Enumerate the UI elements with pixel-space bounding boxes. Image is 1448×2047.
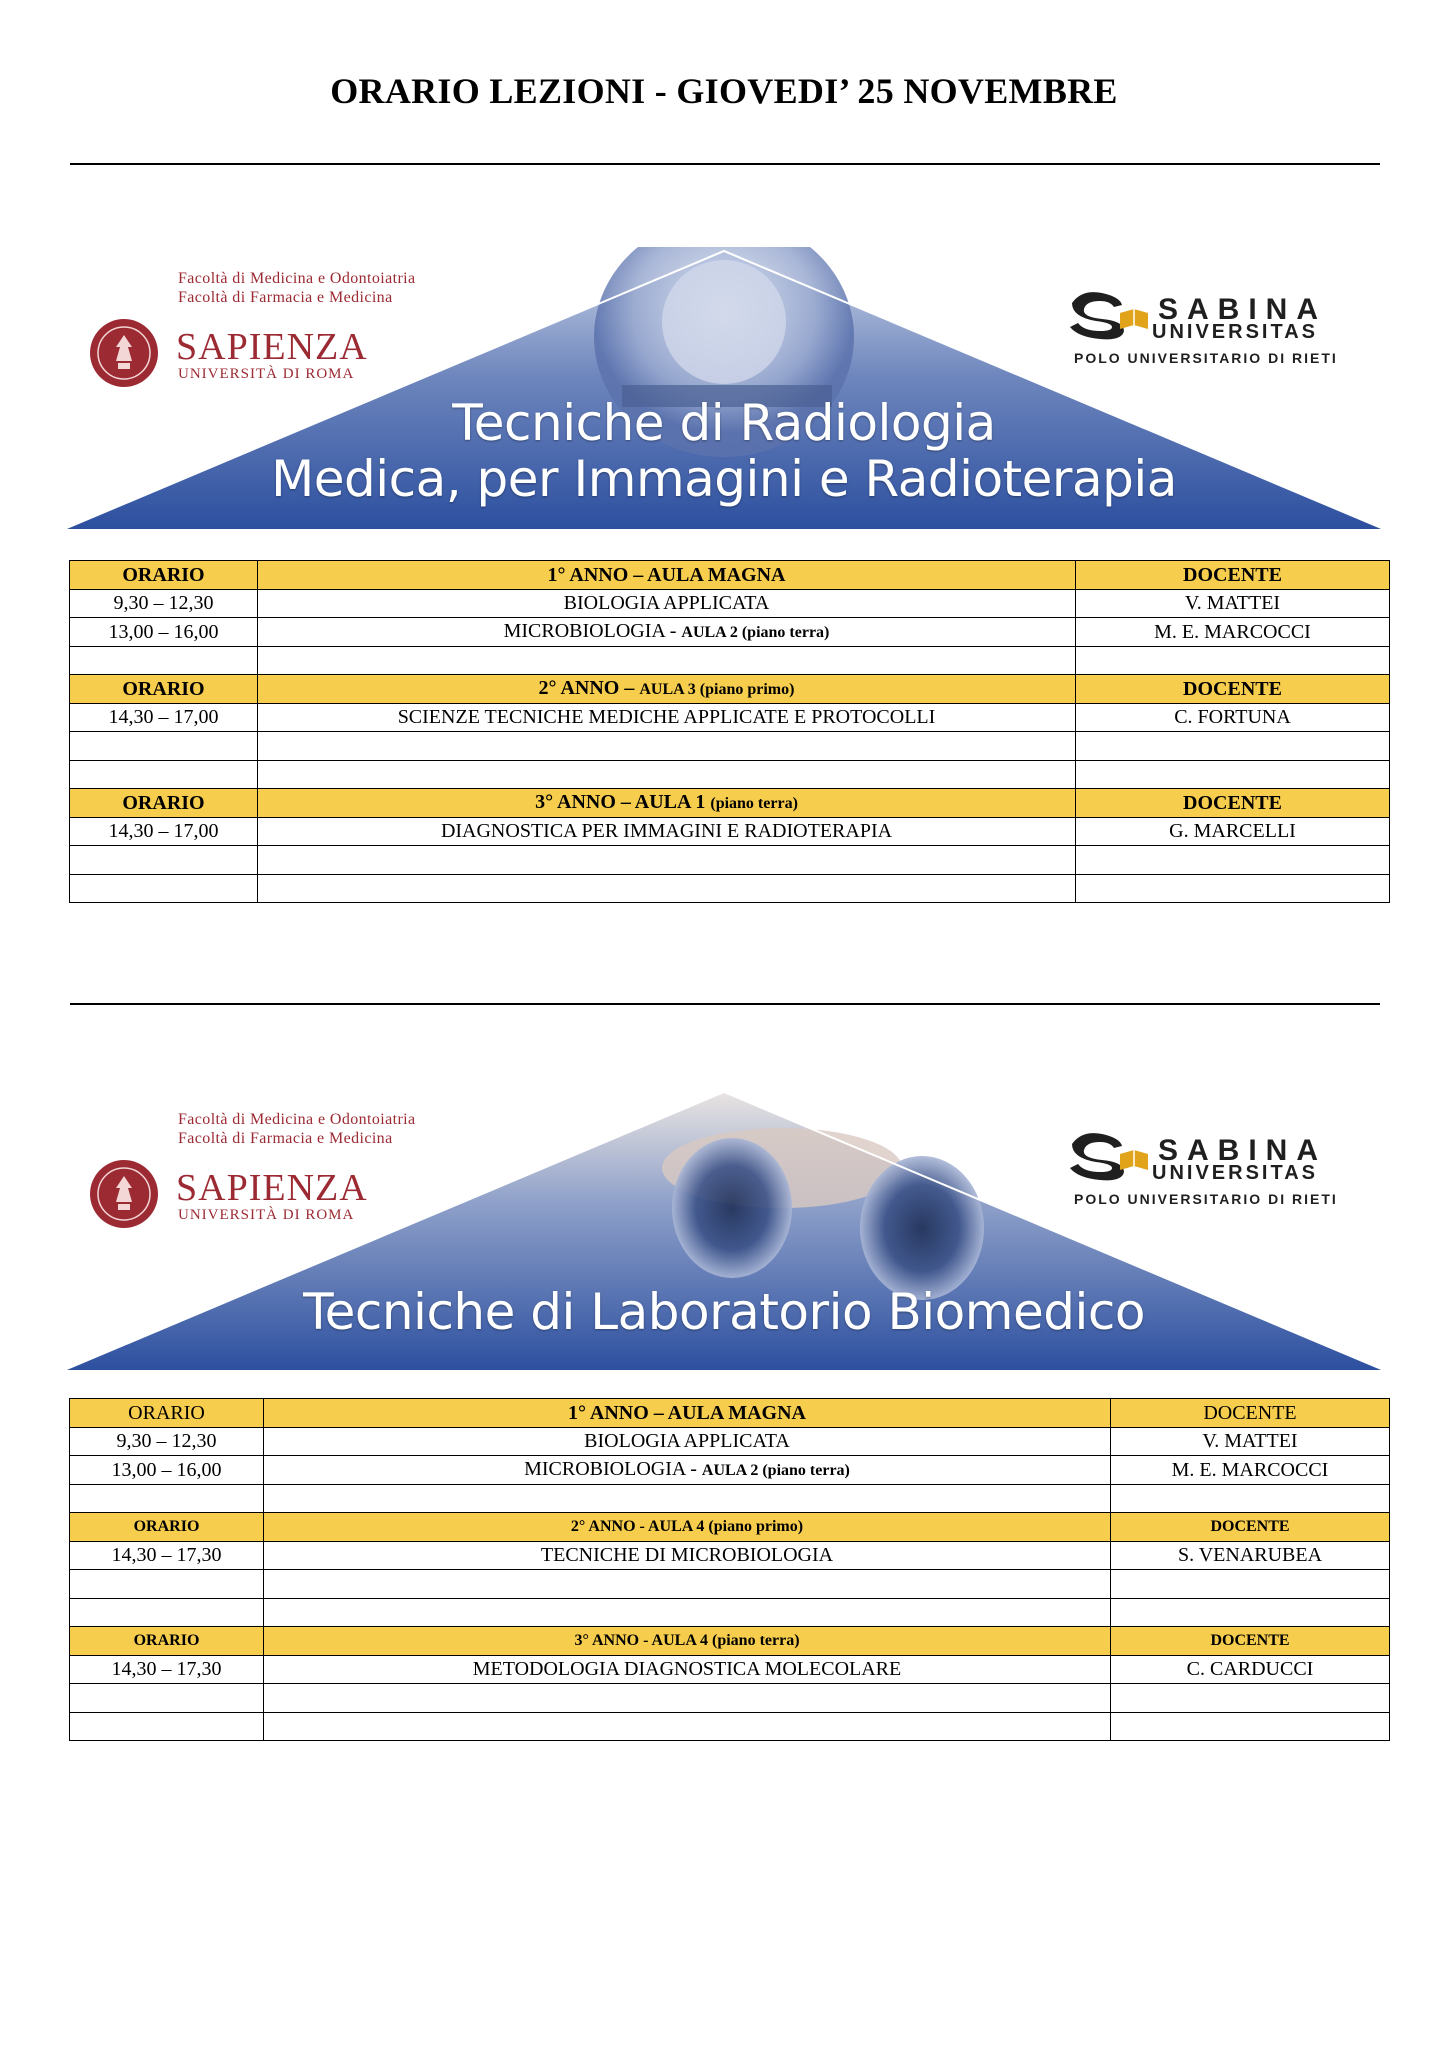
cell-materia: METODOLOGIA DIAGNOSTICA MOLECOLARE — [264, 1655, 1111, 1684]
sapienza-name: SAPIENZA — [176, 326, 368, 368]
cell-docente: S. VENARUBEA — [1111, 1541, 1390, 1570]
faculty-line-2: Facoltà di Farmacia e Medicina — [178, 1130, 393, 1147]
cell-orario: 14,30 – 17,30 — [70, 1541, 264, 1570]
aula-note: AULA 3 (piano primo) — [639, 680, 795, 698]
banner-laboratorio — [62, 1088, 1386, 1371]
course-title-line-1: Tecniche di Radiologia — [452, 394, 996, 452]
cell-docente: M. E. MARCOCCI — [1111, 1456, 1390, 1485]
header-docente: DOCENTE — [1076, 789, 1390, 818]
header-orario: ORARIO — [70, 1513, 264, 1542]
header-orario: ORARIO — [70, 561, 258, 590]
table-header-row — [70, 1627, 1390, 1656]
sabina-polo: POLO UNIVERSITARIO DI RIETI — [1074, 1191, 1338, 1207]
table-row-empty — [70, 732, 1390, 761]
table-header-row — [70, 789, 1390, 818]
sabina-name: SABINA — [1158, 1134, 1328, 1167]
table-header-row — [70, 1513, 1390, 1542]
schedule-table-radiologia — [69, 560, 1390, 903]
cell-materia: BIOLOGIA APPLICATA — [258, 589, 1076, 618]
table-header-row — [70, 1399, 1390, 1428]
table-row-empty — [70, 1684, 1390, 1713]
faculty-line-1: Facoltà di Medicina e Odontoiatria — [178, 270, 416, 287]
sapienza-name: SAPIENZA — [176, 1167, 368, 1209]
sapienza-subtitle: UNIVERSITÀ DI ROMA — [178, 366, 355, 382]
table-row-empty — [70, 646, 1390, 675]
table-header-row — [70, 561, 1390, 590]
cell-docente: V. MATTEI — [1111, 1427, 1390, 1456]
table-row — [70, 703, 1390, 732]
table-row — [70, 817, 1390, 846]
table-row-empty — [70, 1484, 1390, 1513]
header-anno: 1° ANNO – AULA MAGNA — [258, 561, 1076, 590]
header-orario: ORARIO — [70, 1627, 264, 1656]
cell-materia: BIOLOGIA APPLICATA — [264, 1427, 1111, 1456]
cell-orario: 14,30 – 17,00 — [70, 817, 258, 846]
sabina-universitas: UNIVERSITAS — [1152, 321, 1318, 343]
divider-top — [70, 163, 1380, 165]
header-docente: DOCENTE — [1076, 561, 1390, 590]
aula-note: AULA 2 (piano terra) — [681, 623, 830, 641]
header-anno: 2° ANNO – AULA 3 (piano primo) — [258, 675, 1076, 704]
faculty-line-1: Facoltà di Medicina e Odontoiatria — [178, 1111, 416, 1128]
header-docente: DOCENTE — [1111, 1513, 1390, 1542]
sabina-logo-icon — [1062, 283, 1162, 343]
page-title: ORARIO LEZIONI - GIOVEDI’ 25 NOVEMBRE — [330, 71, 1118, 111]
cell-orario: 13,00 – 16,00 — [70, 1456, 264, 1485]
course-title-line-2: Medica, per Immagini e Radioterapia — [271, 450, 1177, 508]
table-row — [70, 1456, 1390, 1485]
header-orario: ORARIO — [70, 675, 258, 704]
header-anno: 3° ANNO - AULA 4 (piano terra) — [264, 1627, 1111, 1656]
cell-orario: 14,30 – 17,30 — [70, 1655, 264, 1684]
table-row — [70, 589, 1390, 618]
cell-orario: 14,30 – 17,00 — [70, 703, 258, 732]
sapienza-seal-icon — [88, 1158, 160, 1230]
aula-note: AULA 2 (piano terra) — [701, 1461, 850, 1479]
cell-docente: G. MARCELLI — [1076, 817, 1390, 846]
header-docente: DOCENTE — [1111, 1627, 1390, 1656]
sabina-universitas: UNIVERSITAS — [1152, 1162, 1318, 1184]
header-orario: ORARIO — [70, 1399, 264, 1428]
table-row-empty — [70, 874, 1390, 903]
table-row-empty — [70, 1712, 1390, 1741]
header-docente: DOCENTE — [1076, 675, 1390, 704]
cell-docente: M. E. MARCOCCI — [1076, 618, 1390, 647]
cell-materia: MICROBIOLOGIA - AULA 2 (piano terra) — [258, 618, 1076, 647]
banner-radiologia — [62, 247, 1386, 530]
sabina-logo-icon — [1062, 1124, 1162, 1184]
cell-materia: TECNICHE DI MICROBIOLOGIA — [264, 1541, 1111, 1570]
cell-docente: V. MATTEI — [1076, 589, 1390, 618]
cell-materia: DIAGNOSTICA PER IMMAGINI E RADIOTERAPIA — [258, 817, 1076, 846]
cell-orario: 13,00 – 16,00 — [70, 618, 258, 647]
table-row-empty — [70, 1598, 1390, 1627]
course-title-line-1: Tecniche di Laboratorio Biomedico — [303, 1283, 1145, 1341]
cell-orario: 9,30 – 12,30 — [70, 589, 258, 618]
aula-note: (piano terra) — [710, 794, 798, 812]
schedule-table-laboratorio — [69, 1398, 1390, 1741]
table-row-empty — [70, 846, 1390, 875]
table-row — [70, 1541, 1390, 1570]
cell-docente: C. FORTUNA — [1076, 703, 1390, 732]
sabina-polo: POLO UNIVERSITARIO DI RIETI — [1074, 350, 1338, 366]
table-header-row — [70, 675, 1390, 704]
sapienza-subtitle: UNIVERSITÀ DI ROMA — [178, 1207, 355, 1223]
header-anno: 1° ANNO – AULA MAGNA — [264, 1399, 1111, 1428]
header-anno: 3° ANNO – AULA 1 (piano terra) — [258, 789, 1076, 818]
cell-materia: SCIENZE TECNICHE MEDICHE APPLICATE E PROTOCOLLI — [258, 703, 1076, 732]
header-docente: DOCENTE — [1111, 1399, 1390, 1428]
table-row — [70, 1427, 1390, 1456]
divider-middle — [70, 1003, 1380, 1005]
table-row-empty — [70, 1570, 1390, 1599]
table-row-empty — [70, 760, 1390, 789]
header-anno: 2° ANNO - AULA 4 (piano primo) — [264, 1513, 1111, 1542]
cell-orario: 9,30 – 12,30 — [70, 1427, 264, 1456]
cell-materia: MICROBIOLOGIA - AULA 2 (piano terra) — [264, 1456, 1111, 1485]
faculty-line-2: Facoltà di Farmacia e Medicina — [178, 289, 393, 306]
sabina-name: SABINA — [1158, 293, 1328, 326]
cell-docente: C. CARDUCCI — [1111, 1655, 1390, 1684]
table-row — [70, 618, 1390, 647]
table-row — [70, 1655, 1390, 1684]
header-orario: ORARIO — [70, 789, 258, 818]
sapienza-seal-icon — [88, 317, 160, 389]
